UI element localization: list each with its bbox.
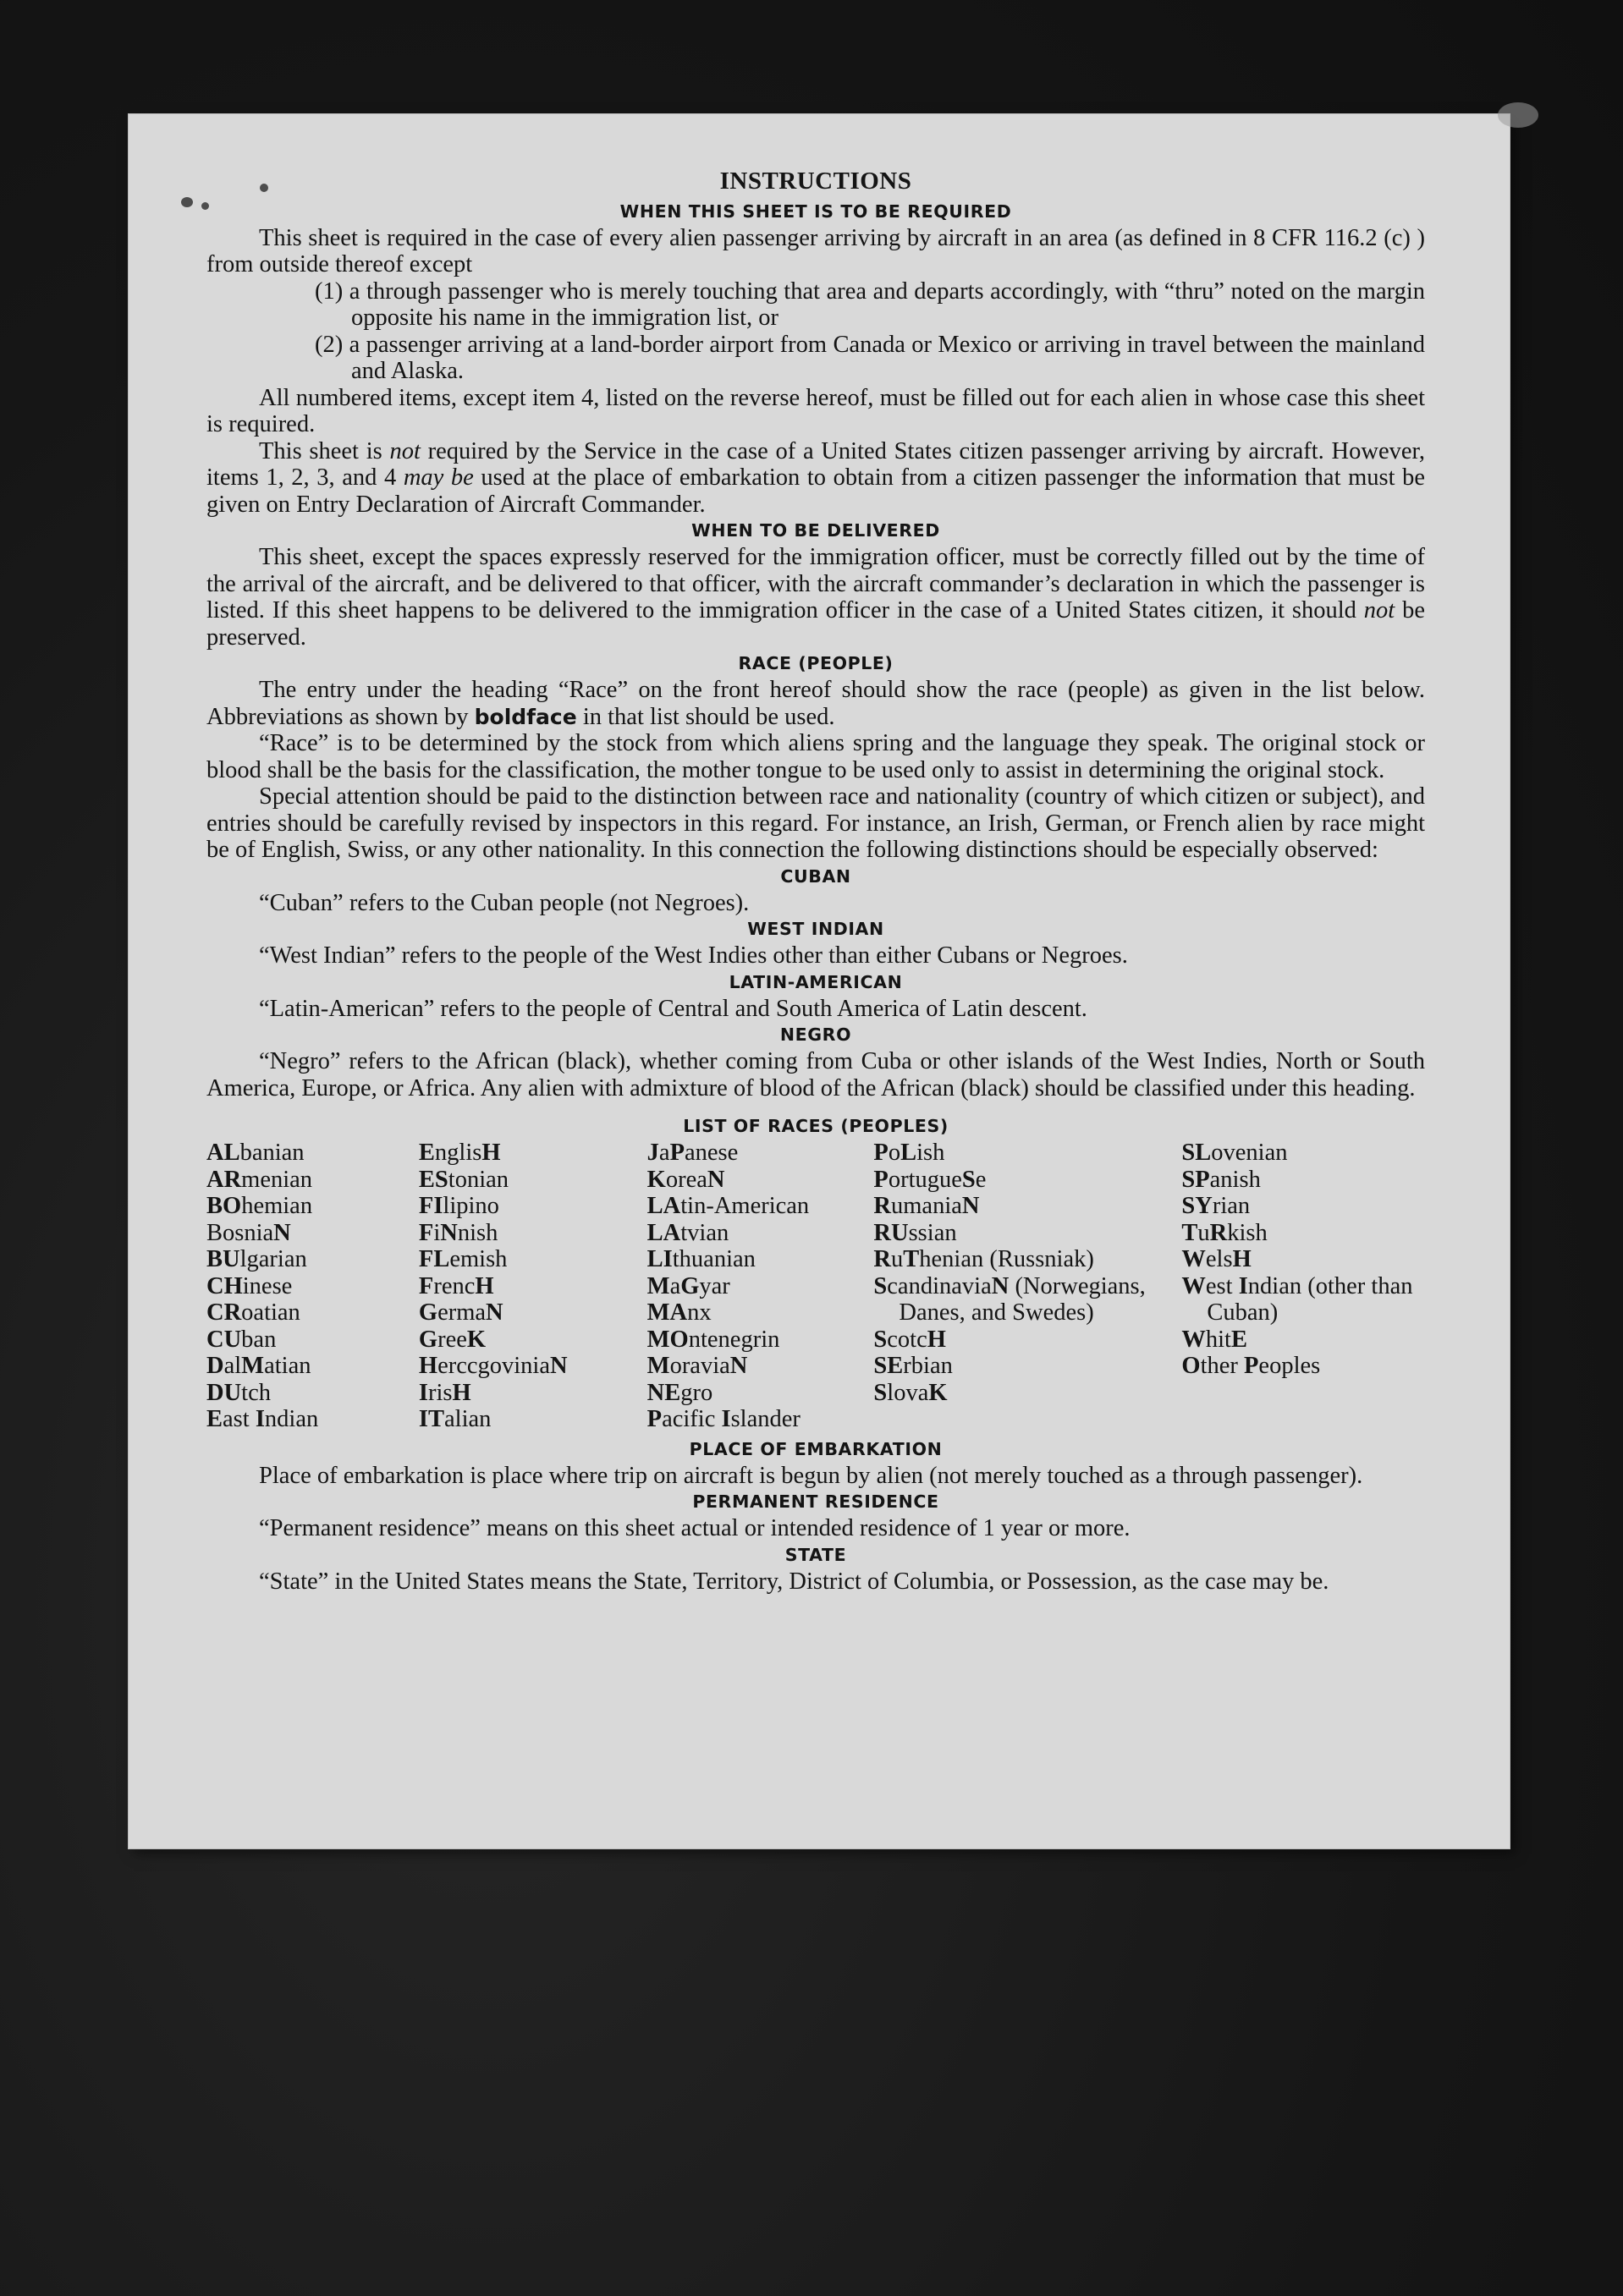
race-entry: [1181, 1273, 1425, 1327]
race-abbreviation-letters: P: [1244, 1353, 1259, 1379]
race-abbreviation-letters: N: [440, 1219, 458, 1246]
race-abbreviation-letters: S: [873, 1272, 888, 1299]
race-abbreviation-letters: AR: [206, 1166, 242, 1193]
race-abbreviation-letters: CH: [206, 1272, 243, 1299]
paragraph-race-nationality: Special attention should be paid to the distinction between race and nationality (country of which citizen or subject), and entries should be carefully revised by inspectors in this regard. For instance, an Irish, German, or French alien by race might be of English, Swiss, or any other nationality. In this connection the following distinctions should be especially observed:: [206, 783, 1425, 863]
race-name-letters: anish: [1209, 1166, 1261, 1193]
race-entry: [206, 1380, 419, 1407]
heading-latin-american: LATIN-AMERICAN: [729, 971, 903, 992]
race-column: [1181, 1140, 1425, 1433]
race-abbreviation-letters: K: [466, 1326, 487, 1353]
race-name-letters: candinavia: [887, 1272, 992, 1299]
race-abbreviation-letters: N: [550, 1353, 568, 1379]
race-abbreviation-letters: G: [418, 1326, 438, 1353]
race-name-letters: ree: [437, 1326, 467, 1353]
paragraph-numbered-items: All numbered items, except item 4, listed on the reverse hereof, must be filled out for each alien in whose case this sheet is required.: [206, 384, 1425, 437]
race-entry: [206, 1273, 419, 1300]
race-entry: [419, 1353, 647, 1380]
race-entry: [419, 1406, 647, 1433]
race-name-letters: els: [1205, 1246, 1233, 1272]
race-entry: [1181, 1167, 1425, 1194]
race-name-letters: ndian: [264, 1406, 319, 1432]
race-abbreviation-letters: G: [418, 1299, 438, 1326]
race-entry: [873, 1140, 1181, 1167]
race-abbreviation-letters: H: [418, 1353, 438, 1379]
race-entry: [206, 1167, 419, 1194]
race-name-letters: oravia: [669, 1353, 730, 1379]
race-entry: [419, 1273, 647, 1300]
race-name-letters: tin-American: [680, 1193, 810, 1219]
race-entry: [647, 1273, 874, 1300]
race-name-letters: nx: [687, 1299, 712, 1326]
race-abbreviation-letters: K: [928, 1379, 948, 1406]
race-entry: [1181, 1193, 1425, 1220]
race-abbreviation-letters: G: [680, 1272, 700, 1299]
race-name-letters: ntenegrin: [688, 1326, 780, 1353]
race-entry: [419, 1246, 647, 1273]
race-abbreviation-letters: J: [646, 1140, 659, 1166]
race-abbreviation-letters: O: [1181, 1353, 1201, 1379]
race-name-letters: ish: [916, 1140, 945, 1166]
race-entry: [647, 1353, 874, 1380]
race-abbreviation-letters: SL: [1181, 1140, 1212, 1166]
race-name-letters: yar: [699, 1272, 730, 1299]
race-name-letters: anese: [684, 1140, 739, 1166]
race-abbreviation-letters: MA: [646, 1299, 688, 1326]
heading-west-indian: WEST INDIAN: [747, 919, 884, 939]
race-abbreviation-letters: E: [418, 1140, 435, 1166]
race-abbreviation-letters: I: [255, 1406, 265, 1432]
race-name-letters: rbian: [903, 1353, 953, 1379]
race-name-letters: u: [1197, 1219, 1210, 1246]
paragraph-race-entry: The entry under the heading “Race” on the front hereof should show the race (people) as given in the list below. Abbreviations as shown by boldface in that list should be used.: [206, 677, 1425, 730]
race-entry: [647, 1193, 874, 1220]
race-entry: [419, 1220, 647, 1247]
race-abbreviation-letters: N: [273, 1219, 291, 1246]
race-entry: [206, 1353, 419, 1380]
race-abbreviation-letters: E: [206, 1406, 223, 1432]
race-entry: [1181, 1220, 1425, 1247]
heading-list-of-races: LIST OF RACES (PEOPLES): [683, 1116, 949, 1136]
race-abbreviation-letters: T: [1181, 1219, 1198, 1246]
race-abbreviation-letters: W: [1181, 1246, 1206, 1272]
race-abbreviation-letters: L: [900, 1140, 917, 1166]
race-abbreviation-letters: RU: [873, 1219, 909, 1246]
race-name-letters: ris: [428, 1379, 453, 1406]
race-abbreviation-letters: BU: [206, 1246, 240, 1272]
race-name-letters: emish: [449, 1246, 508, 1272]
race-name-letters: ndian (other than Cuban): [1207, 1272, 1413, 1326]
race-entry: [1181, 1353, 1425, 1380]
race-entry: [419, 1299, 647, 1327]
race-abbreviation-letters: D: [206, 1353, 224, 1379]
race-abbreviation-letters: LA: [646, 1193, 681, 1219]
race-column: [873, 1140, 1181, 1433]
race-abbreviation-letters: N: [729, 1353, 748, 1379]
race-entry: [873, 1193, 1181, 1220]
race-list: [206, 1140, 1425, 1433]
race-entry: [206, 1140, 419, 1167]
race-abbreviation-letters: NE: [646, 1379, 681, 1406]
race-abbreviation-letters: R: [873, 1193, 892, 1219]
race-name-letters: rian: [1212, 1193, 1251, 1219]
paragraph-state: “State” in the United States means the State, Territory, District of Columbia, or Possession, as the case may be.: [259, 1568, 1329, 1595]
heading-when-delivered: WHEN TO BE DELIVERED: [691, 520, 940, 541]
race-name-letters: umania: [891, 1193, 962, 1219]
race-abbreviation-letters: CR: [206, 1299, 242, 1326]
race-abbreviation-letters: N: [961, 1193, 980, 1219]
race-abbreviation-letters: P: [669, 1140, 685, 1166]
race-abbreviation-letters: M: [241, 1353, 265, 1379]
race-abbreviation-letters: H: [452, 1379, 471, 1406]
paragraph-embarkation: Place of embarkation is place where trip on aircraft is begun by alien (not merely touched as a through passenger).: [259, 1462, 1363, 1489]
race-entry: [419, 1140, 647, 1167]
race-name-letters: hemian: [241, 1193, 313, 1219]
race-abbreviation-letters: CU: [206, 1326, 242, 1353]
race-entry: [206, 1327, 419, 1354]
race-name-letters: lipino: [443, 1193, 499, 1219]
race-entry: [419, 1380, 647, 1407]
heading-negro: NEGRO: [779, 1024, 852, 1045]
race-abbreviation-letters: H: [475, 1272, 494, 1299]
race-abbreviation-letters: BO: [206, 1193, 242, 1219]
race-name-letters: ortugue: [888, 1166, 962, 1193]
race-abbreviation-letters: IT: [418, 1406, 445, 1432]
race-entry: [206, 1406, 419, 1433]
paragraph-citizen-passenger: This sheet is not required by the Service in the case of a United States citizen passenger arriving by aircraft. However, items 1, 2, 3, and 4 may be used at the place of embarkation to obtain from a citizen passenger the information that must be given on Entry Declaration of Aircraft Commander.: [206, 437, 1425, 518]
race-abbreviation-letters: K: [646, 1166, 666, 1193]
race-abbreviation-letters: N: [707, 1166, 725, 1193]
race-entry: [647, 1299, 874, 1327]
race-entry: [419, 1193, 647, 1220]
race-entry: [419, 1167, 647, 1194]
heading-cuban: CUBAN: [780, 865, 851, 887]
race-entry: [206, 1193, 419, 1220]
race-name-letters: e: [975, 1166, 987, 1193]
race-name-letters: acific: [662, 1406, 722, 1432]
race-abbreviation-letters: F: [418, 1272, 434, 1299]
race-name-letters: i: [433, 1219, 441, 1246]
race-abbreviation-letters: S: [873, 1326, 888, 1353]
race-name-letters: o: [888, 1140, 901, 1166]
heading-permanent-residence: PERMANENT RESIDENCE: [692, 1491, 939, 1512]
race-entry: [873, 1246, 1181, 1273]
race-name-letters: erma: [437, 1299, 487, 1326]
race-abbreviation-letters: AL: [206, 1140, 240, 1166]
race-abbreviation-letters: M: [646, 1353, 670, 1379]
race-entry: [647, 1380, 874, 1407]
race-abbreviation-letters: DU: [206, 1379, 242, 1406]
race-name-letters: ast: [223, 1406, 256, 1432]
race-entry: [647, 1327, 874, 1354]
race-abbreviation-letters: E: [1230, 1326, 1247, 1353]
race-column: [206, 1140, 419, 1433]
race-abbreviation-letters: I: [721, 1406, 731, 1432]
race-entry: [1181, 1327, 1425, 1354]
race-abbreviation-letters: FL: [418, 1246, 450, 1272]
race-abbreviation-letters: P: [873, 1166, 889, 1193]
race-name-letters: lgarian: [239, 1246, 307, 1272]
race-entry: [873, 1273, 1181, 1327]
paragraph-latin-american: “Latin-American” refers to the people of Central and South America of Latin descent.: [259, 995, 1087, 1022]
race-entry: [1181, 1246, 1425, 1273]
race-abbreviation-letters: LI: [646, 1246, 673, 1272]
race-abbreviation-letters: N: [991, 1272, 1010, 1299]
race-abbreviation-letters: ES: [418, 1166, 448, 1193]
race-name-letters: u: [891, 1246, 904, 1272]
race-abbreviation-letters: N: [486, 1299, 503, 1326]
race-abbreviation-letters: T: [903, 1246, 920, 1272]
race-name-letters: eoples: [1258, 1353, 1321, 1379]
race-name-letters: alian: [444, 1406, 492, 1432]
race-name-letters: al: [223, 1353, 242, 1379]
race-name-letters: nish: [457, 1219, 498, 1246]
race-name-letters: slander: [730, 1406, 800, 1432]
race-column: [647, 1140, 874, 1433]
paper-corner-mark: [1498, 102, 1538, 128]
race-abbreviation-letters: S: [961, 1166, 976, 1193]
race-abbreviation-letters: S: [873, 1379, 888, 1406]
paragraph-race-definition: “Race” is to be determined by the stock from which aliens spring and the language they speak. The original stock or blood shall be the basis for the classification, the mother tongue to be used only to assist in determining the original stock.: [206, 730, 1425, 783]
race-name-letters: hit: [1205, 1326, 1231, 1353]
race-name-letters: renc: [433, 1272, 476, 1299]
paragraph-required-intro: This sheet is required in the case of every alien passenger arriving by aircraft in an area (as defined in 8 CFR 116.2 (c) ) from outside thereof except: [206, 224, 1425, 277]
race-entry: [647, 1406, 874, 1433]
race-name-letters: cotc: [887, 1326, 927, 1353]
race-entry: [206, 1246, 419, 1273]
race-name-letters: orea: [665, 1166, 707, 1193]
race-abbreviation-letters: SP: [1181, 1166, 1210, 1193]
race-entry: [647, 1246, 874, 1273]
ink-blot: [181, 197, 193, 207]
race-abbreviation-letters: F: [418, 1219, 434, 1246]
race-name-letters: ovenian: [1211, 1140, 1288, 1166]
race-abbreviation-letters: I: [1238, 1272, 1248, 1299]
heading-embarkation: PLACE OF EMBARKATION: [689, 1438, 943, 1459]
paragraph-cuban: “Cuban” refers to the Cuban people (not Negroes).: [259, 889, 750, 916]
race-entry: [873, 1380, 1181, 1407]
heading-race: RACE (PEOPLE): [738, 653, 894, 673]
race-entry: [873, 1167, 1181, 1194]
paragraph-permanent-residence: “Permanent residence” means on this sheet actual or intended residence of 1 year or more.: [259, 1515, 1131, 1541]
race-abbreviation-letters: M: [646, 1272, 670, 1299]
instruction-sheet: [129, 114, 1510, 1848]
race-name-letters: a: [669, 1272, 681, 1299]
race-abbreviation-letters: FI: [418, 1193, 443, 1219]
race-name-letters: banian: [239, 1140, 305, 1166]
exception-item-1: (1) a through passenger who is merely touching that area and departs accordingly, with “thru” noted on the margin opposite his name in the immigration list, or: [315, 277, 1425, 331]
race-name-letters: ban: [241, 1326, 277, 1353]
race-entry: [647, 1220, 874, 1247]
race-name-letters: atian: [264, 1353, 311, 1379]
race-name-letters: kish: [1227, 1219, 1268, 1246]
race-entry: [419, 1327, 647, 1354]
race-abbreviation-letters: W: [1181, 1272, 1206, 1299]
instructions-text: [206, 168, 1425, 1595]
race-entry: [873, 1353, 1181, 1380]
race-entry: [873, 1220, 1181, 1247]
race-entry: [206, 1299, 419, 1327]
race-name-letters: erccgovinia: [437, 1353, 551, 1379]
race-name-letters: tch: [241, 1379, 271, 1406]
race-name-letters: gro: [680, 1379, 713, 1406]
race-abbreviation-letters: R: [873, 1246, 892, 1272]
race-name-letters: inese: [242, 1272, 293, 1299]
paragraph-west-indian: “West Indian” refers to the people of the West Indies other than either Cubans or Negroes.: [259, 942, 1128, 969]
race-name-letters: est: [1205, 1272, 1239, 1299]
race-abbreviation-letters: H: [1232, 1246, 1252, 1272]
race-abbreviation-letters: H: [927, 1326, 946, 1353]
race-abbreviation-letters: LA: [646, 1219, 681, 1246]
race-abbreviation-letters: SE: [873, 1353, 904, 1379]
race-entry: [873, 1327, 1181, 1354]
paragraph-negro: “Negro” refers to the African (black), whether coming from Cuba or other islands of the West Indies, North or South America, Europe, or Africa. Any alien with admixture of blood of the African (black) should be classified under this heading.: [206, 1048, 1425, 1101]
race-name-letters: (Norwegians, Danes, and Swedes): [899, 1272, 1146, 1326]
race-abbreviation-letters: I: [418, 1379, 428, 1406]
heading-state: STATE: [784, 1544, 847, 1565]
race-abbreviation-letters: P: [873, 1140, 889, 1166]
race-entry: [647, 1167, 874, 1194]
race-name-letters: Bosnia: [206, 1219, 274, 1246]
race-name-letters: nglis: [434, 1140, 482, 1166]
race-name-letters: oatian: [241, 1299, 300, 1326]
race-abbreviation-letters: P: [646, 1406, 663, 1432]
heading-when-required: WHEN THIS SHEET IS TO BE REQUIRED: [619, 200, 1012, 222]
race-name-letters: ssian: [908, 1219, 957, 1246]
race-name-letters: a: [658, 1140, 670, 1166]
race-entry: [647, 1140, 874, 1167]
race-name-letters: tonian: [448, 1166, 509, 1193]
race-name-letters: tvian: [680, 1219, 729, 1246]
race-entry: [1181, 1140, 1425, 1167]
paragraph-delivered: This sheet, except the spaces expressly reserved for the immigration officer, must be correctly filled out by the time of the arrival of the aircraft, and be delivered to that officer, with the aircraft commander’s declaration in which the passenger is listed. If this sheet happens to be delivered to the immigration officer in the case of a United States citizen, it should not be preserved.: [206, 544, 1426, 651]
page-title: INSTRUCTIONS: [719, 168, 912, 195]
race-abbreviation-letters: H: [481, 1140, 501, 1166]
race-name-letters: henian (Russniak): [919, 1246, 1094, 1272]
race-name-letters: menian: [241, 1166, 313, 1193]
race-abbreviation-letters: MO: [646, 1326, 689, 1353]
race-abbreviation-letters: R: [1209, 1219, 1228, 1246]
exception-item-2: (2) a passenger arriving at a land-border airport from Canada or Mexico or arriving in travel between the mainland and Alaska.: [315, 331, 1425, 384]
race-entry: [206, 1220, 419, 1247]
race-name-letters: lova: [887, 1379, 929, 1406]
race-column: [419, 1140, 647, 1433]
race-name-letters: thuanian: [672, 1246, 756, 1272]
race-abbreviation-letters: SY: [1181, 1193, 1213, 1219]
race-abbreviation-letters: W: [1181, 1326, 1206, 1353]
race-name-letters: ther: [1200, 1353, 1244, 1379]
